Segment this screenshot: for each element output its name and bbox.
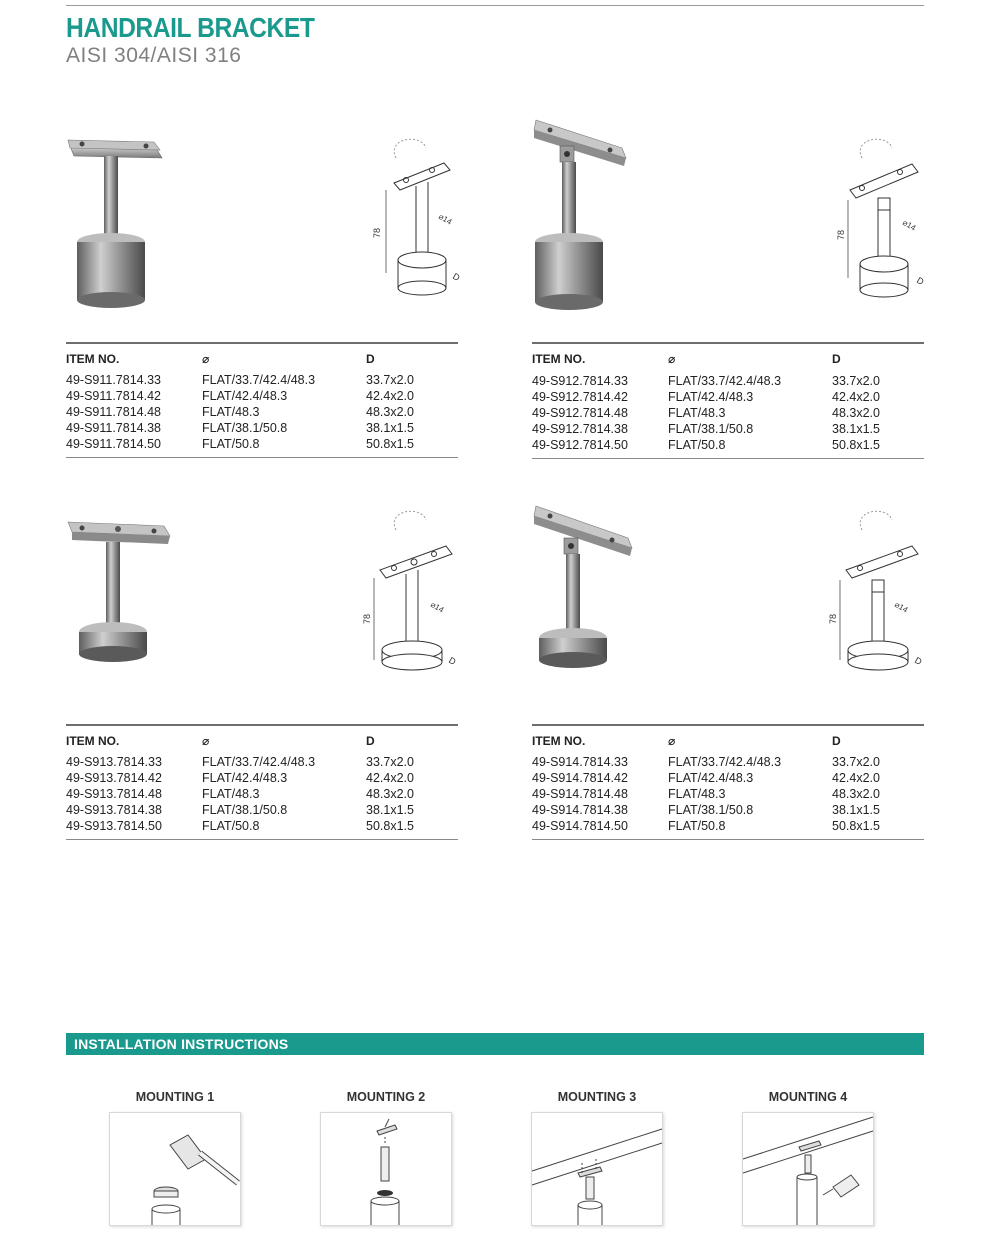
th-item-no: ITEM NO.	[532, 352, 586, 366]
table-row	[532, 438, 924, 454]
diameter-value: FLAT/50.8	[202, 437, 260, 451]
mounting-label: MOUNTING 3	[557, 1090, 637, 1104]
diameter-value: FLAT/50.8	[668, 819, 726, 833]
table-row	[66, 373, 458, 389]
d-value: 48.3x2.0	[832, 787, 880, 801]
th-diameter: ⌀	[202, 352, 210, 366]
table-row	[532, 787, 924, 803]
d-value: 33.7x2.0	[832, 374, 880, 388]
diameter-value: FLAT/42.4/48.3	[202, 771, 288, 785]
table-row	[532, 422, 924, 438]
item-number: 49-S911.7814.50	[66, 437, 161, 451]
d-value: 33.7x2.0	[366, 373, 414, 387]
header-rule	[66, 5, 924, 6]
product-card-1	[66, 108, 462, 468]
table-row	[66, 755, 458, 771]
page-title: HANDRAIL BRACKET	[66, 12, 315, 43]
item-number: 49-S914.7814.50	[532, 819, 628, 833]
diameter-value: FLAT/38.1/50.8	[668, 803, 754, 817]
diameter-value: FLAT/50.8	[668, 438, 726, 452]
th-diameter: ⌀	[668, 734, 676, 748]
diameter-value: FLAT/38.1/50.8	[202, 421, 288, 435]
installation-section-bar	[66, 1033, 924, 1055]
mounting-label: MOUNTING 1	[135, 1090, 215, 1104]
d-value: 42.4x2.0	[832, 771, 880, 785]
mounting-label: MOUNTING 2	[346, 1090, 426, 1104]
table-row	[66, 437, 458, 453]
table-row	[532, 771, 924, 787]
item-number: 49-S911.7814.48	[66, 405, 161, 419]
d-value: 48.3x2.0	[366, 787, 414, 801]
item-number: 49-S912.7814.42	[532, 390, 628, 404]
svg-text:⌀14: ⌀14	[429, 599, 446, 615]
d-value: 48.3x2.0	[832, 406, 880, 420]
mounting-step-2	[320, 1090, 452, 1230]
diameter-value: FLAT/38.1/50.8	[668, 422, 754, 436]
handrail-attach-illustration	[532, 1113, 662, 1225]
table-rule-top	[532, 724, 924, 726]
mounting-illustration	[109, 1112, 241, 1226]
d-value: 38.1x1.5	[832, 803, 880, 817]
table-rule-top	[66, 724, 458, 726]
item-number: 49-S912.7814.50	[532, 438, 628, 452]
diameter-value: FLAT/33.7/42.4/48.3	[668, 374, 782, 388]
item-number: 49-S911.7814.33	[66, 373, 161, 387]
svg-text:⌀14: ⌀14	[893, 599, 910, 615]
th-d: D	[366, 734, 375, 748]
page-subtitle: AISI 304/AISI 316	[66, 44, 242, 67]
product-card-3	[66, 490, 458, 850]
mounting-step-3	[531, 1090, 663, 1230]
diameter-value: FLAT/38.1/50.8	[202, 803, 288, 817]
table-row	[532, 406, 924, 422]
product-photo-2	[532, 108, 652, 323]
diameter-value: FLAT/33.7/42.4/48.3	[202, 373, 316, 387]
screw-bracket-illustration	[321, 1113, 451, 1225]
th-d: D	[366, 352, 375, 366]
item-number: 49-S913.7814.38	[66, 803, 162, 817]
table-row	[532, 390, 924, 406]
svg-text:D: D	[913, 655, 924, 667]
item-number: 49-S914.7814.38	[532, 803, 628, 817]
item-number: 49-S911.7814.38	[66, 421, 161, 435]
diameter-value: FLAT/33.7/42.4/48.3	[202, 755, 316, 769]
mounting-step-1	[109, 1090, 241, 1230]
th-diameter: ⌀	[202, 734, 210, 748]
svg-text:D: D	[447, 655, 458, 667]
item-number: 49-S912.7814.48	[532, 406, 628, 420]
mounting-step-4	[742, 1090, 874, 1230]
diameter-value: FLAT/42.4/48.3	[202, 389, 288, 403]
d-value: 38.1x1.5	[366, 803, 414, 817]
mounting-illustration	[531, 1112, 663, 1226]
table-rule-bottom	[532, 458, 924, 459]
d-value: 48.3x2.0	[366, 405, 414, 419]
d-value: 50.8x1.5	[832, 819, 880, 833]
table-row	[66, 771, 458, 787]
d-value: 38.1x1.5	[832, 422, 880, 436]
table-row	[66, 819, 458, 835]
th-item-no: ITEM NO.	[66, 352, 120, 366]
product-card-2	[532, 108, 924, 468]
item-number: 49-S913.7814.50	[66, 819, 162, 833]
d-value: 38.1x1.5	[366, 421, 414, 435]
svg-text:78: 78	[372, 227, 382, 238]
item-number: 49-S913.7814.48	[66, 787, 162, 801]
diameter-value: FLAT/42.4/48.3	[668, 390, 754, 404]
d-value: 50.8x1.5	[832, 438, 880, 452]
svg-text:⌀14: ⌀14	[437, 211, 454, 227]
svg-text:⌀14: ⌀14	[901, 217, 918, 233]
th-diameter: ⌀	[668, 352, 676, 366]
svg-text:78: 78	[362, 613, 372, 624]
d-value: 33.7x2.0	[366, 755, 414, 769]
diameter-value: FLAT/48.3	[202, 787, 260, 801]
table-row	[532, 374, 924, 390]
d-value: 42.4x2.0	[832, 390, 880, 404]
d-value: 42.4x2.0	[366, 771, 414, 785]
item-number: 49-S911.7814.42	[66, 389, 161, 403]
diameter-value: FLAT/33.7/42.4/48.3	[668, 755, 782, 769]
diameter-value: FLAT/50.8	[202, 819, 260, 833]
d-value: 33.7x2.0	[832, 755, 880, 769]
svg-text:D: D	[451, 271, 462, 283]
table-row	[66, 389, 458, 405]
table-rule-bottom	[532, 839, 924, 840]
diameter-value: FLAT/48.3	[668, 787, 726, 801]
diameter-value: FLAT/42.4/48.3	[668, 771, 754, 785]
svg-text:D: D	[915, 275, 926, 287]
item-number: 49-S914.7814.33	[532, 755, 628, 769]
installation-title: INSTALLATION INSTRUCTIONS	[74, 1036, 289, 1052]
table-row	[66, 405, 458, 421]
th-item-no: ITEM NO.	[532, 734, 586, 748]
mounting-label: MOUNTING 4	[768, 1090, 848, 1104]
d-value: 42.4x2.0	[366, 389, 414, 403]
table-rule-top	[532, 342, 924, 344]
technical-drawing-1	[366, 128, 476, 328]
table-row	[532, 803, 924, 819]
item-number: 49-S912.7814.38	[532, 422, 628, 436]
table-rule-bottom	[66, 839, 458, 840]
product-photo-4	[532, 500, 652, 715]
technical-drawing-2	[832, 128, 942, 328]
glue-illustration	[743, 1113, 873, 1225]
th-d: D	[832, 352, 841, 366]
table-row	[66, 787, 458, 803]
svg-text:78: 78	[836, 229, 846, 240]
product-card-4	[532, 490, 924, 850]
diameter-value: FLAT/48.3	[202, 405, 260, 419]
table-rule-top	[66, 342, 458, 344]
product-photo-1	[66, 118, 186, 333]
item-number: 49-S914.7814.48	[532, 787, 628, 801]
product-photo-3	[66, 500, 186, 715]
item-number: 49-S912.7814.33	[532, 374, 628, 388]
technical-drawing-3	[362, 510, 476, 710]
diameter-value: FLAT/48.3	[668, 406, 726, 420]
th-item-no: ITEM NO.	[66, 734, 120, 748]
table-row	[532, 819, 924, 835]
table-row	[532, 755, 924, 771]
th-d: D	[832, 734, 841, 748]
hammer-illustration	[110, 1113, 240, 1225]
table-rule-bottom	[66, 457, 458, 458]
table-row	[66, 421, 458, 437]
item-number: 49-S913.7814.42	[66, 771, 162, 785]
table-row	[66, 803, 458, 819]
technical-drawing-4	[828, 510, 942, 710]
mounting-illustration	[320, 1112, 452, 1226]
svg-text:78: 78	[828, 613, 838, 624]
item-number: 49-S914.7814.42	[532, 771, 628, 785]
item-number: 49-S913.7814.33	[66, 755, 162, 769]
mounting-illustration	[742, 1112, 874, 1226]
d-value: 50.8x1.5	[366, 819, 414, 833]
d-value: 50.8x1.5	[366, 437, 414, 451]
